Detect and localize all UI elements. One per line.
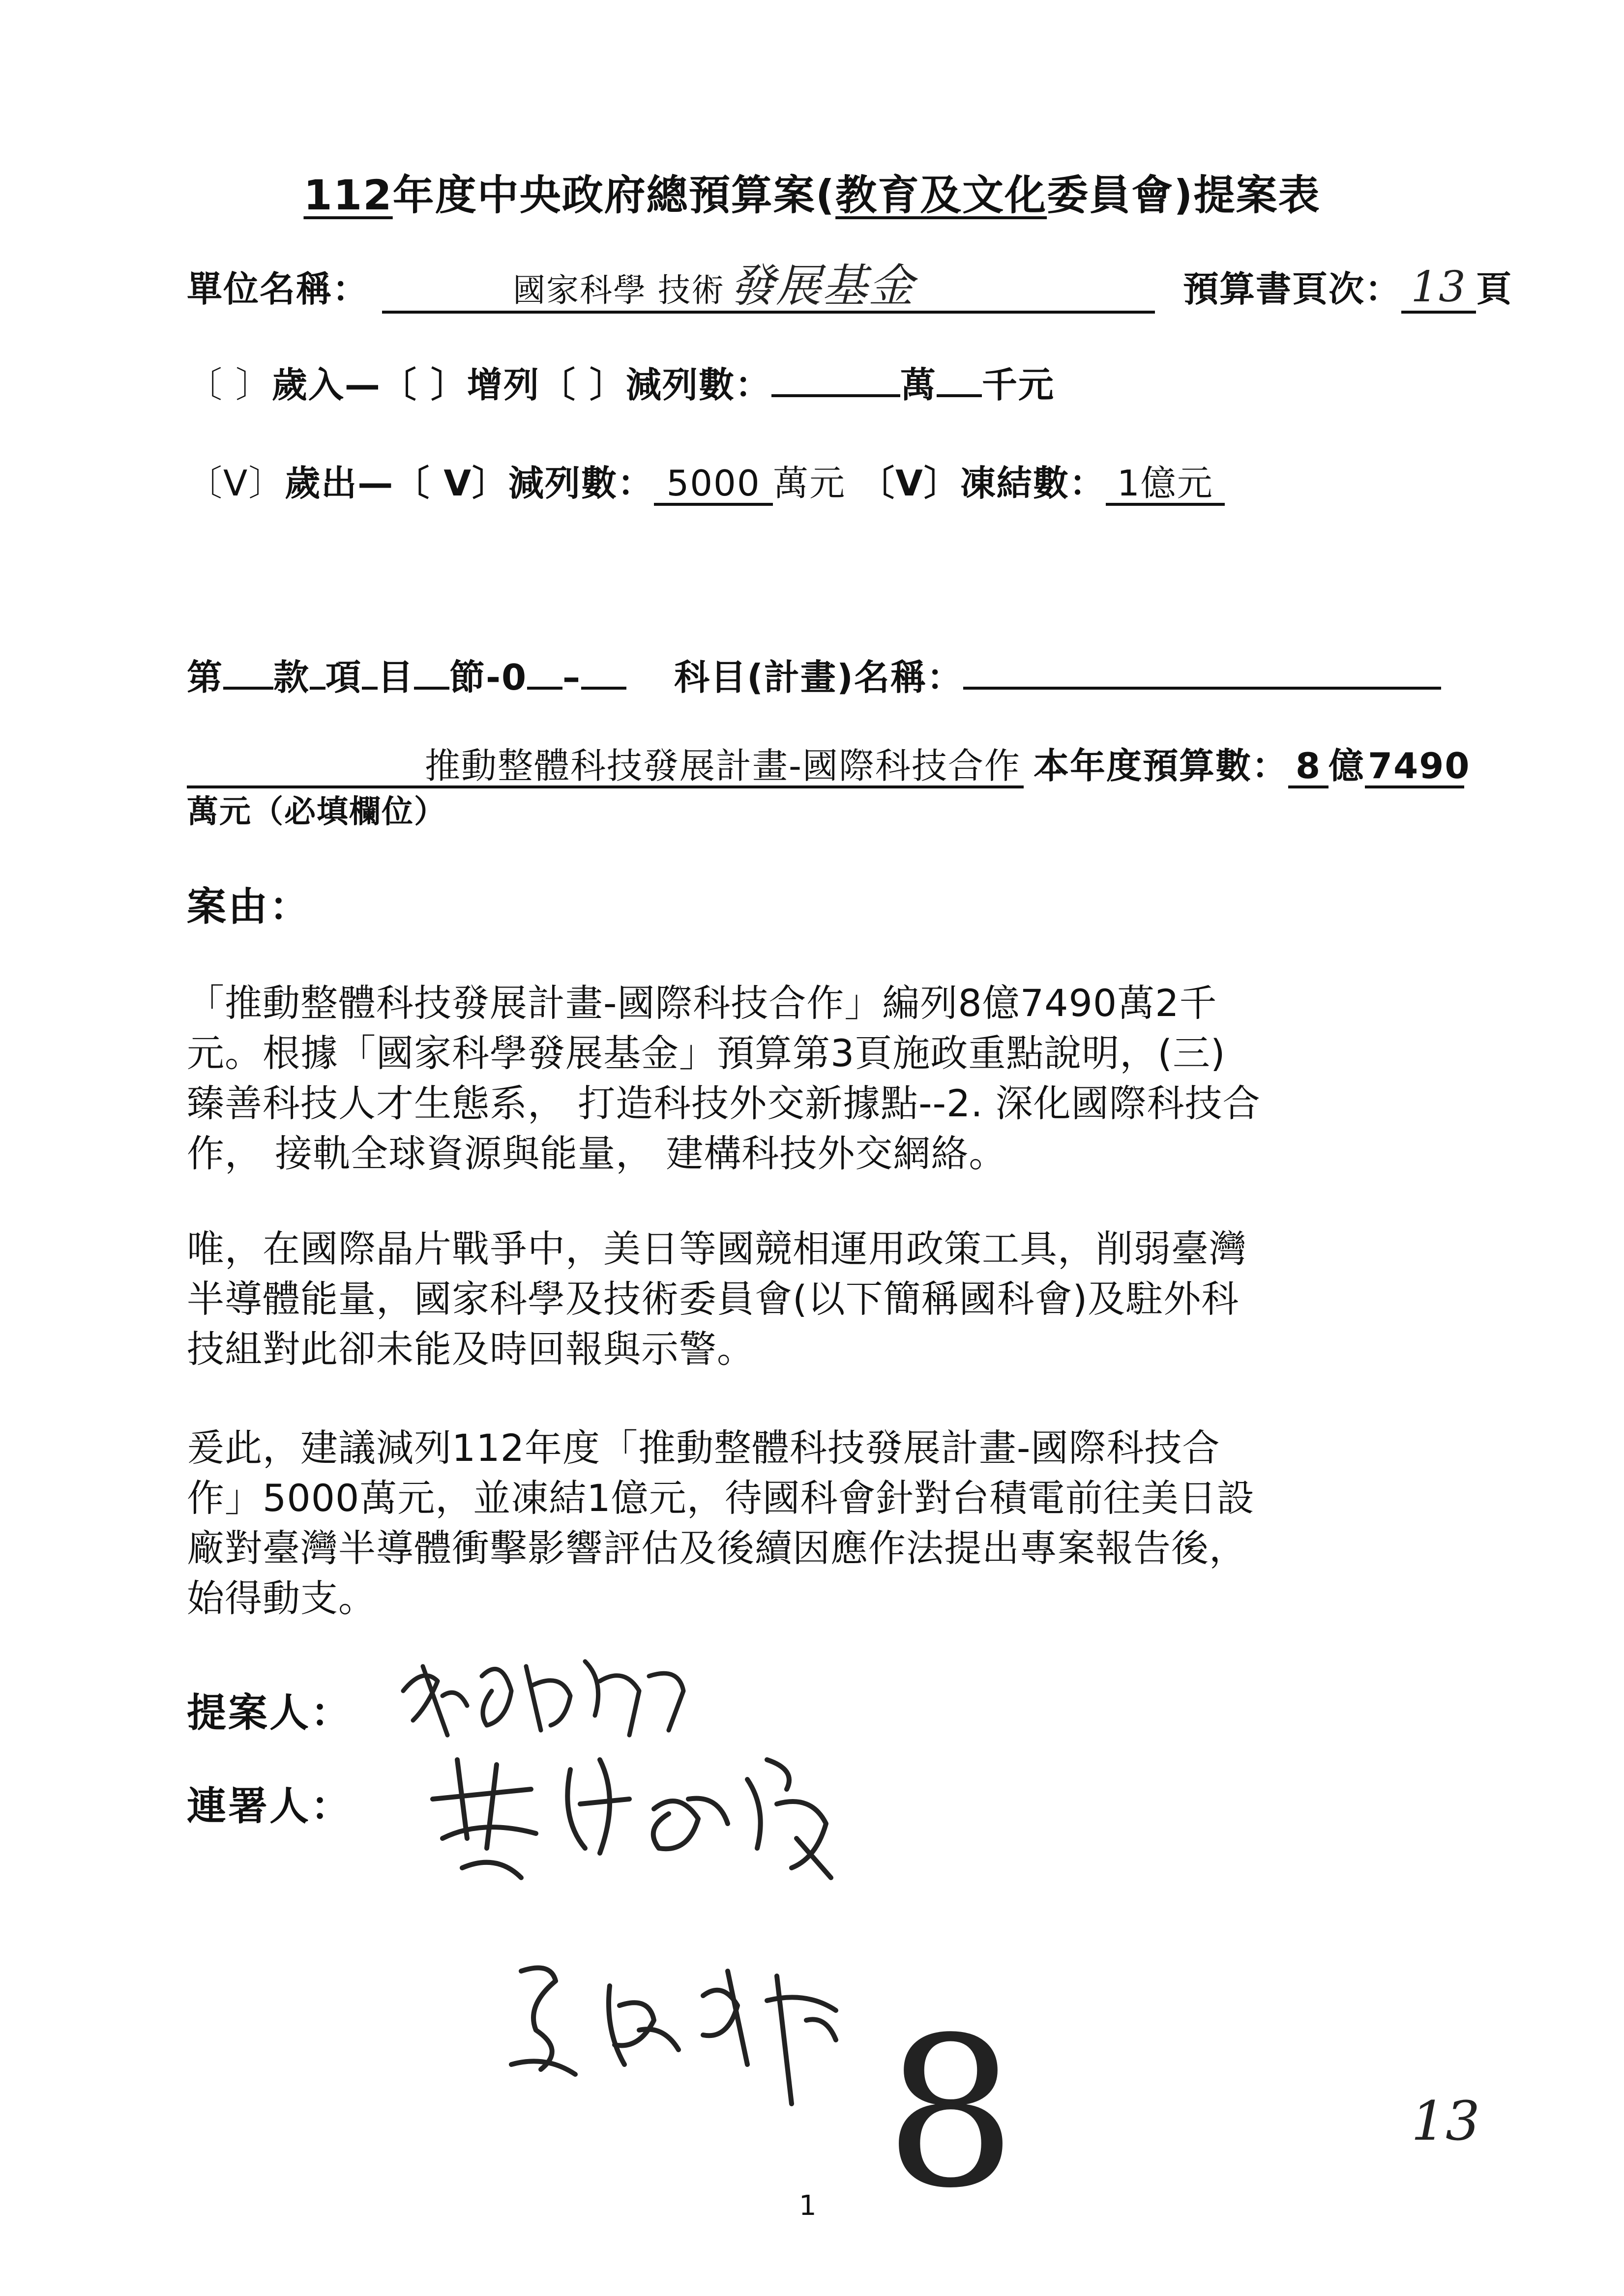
paragraph-3-line: 廠對臺灣半導體衝擊影響評估及後續因應作法提出專案報告後，: [187, 1526, 1247, 1570]
subject-label: 科目(計畫)名稱：: [674, 657, 963, 698]
revenue-wan-field: [771, 394, 900, 397]
page-suffix: 頁: [1476, 268, 1513, 310]
budget-wan-line: 萬元（必填欄位）: [187, 794, 446, 830]
section-t1: 第: [187, 657, 224, 698]
paragraph-3-line: 作」5000萬元，並凍結1億元，待國科會針對台積電前往美日設: [187, 1476, 1255, 1520]
freeze-value: 1億元: [1106, 464, 1225, 506]
paragraph-1-line: 作， 接軌全球資源與能量， 建構科技外交網絡。: [187, 1132, 1007, 1175]
revenue-label: 歲入—〔 〕增列〔 〕減列數：: [271, 364, 772, 406]
budget-label: 本年度預算數：: [1033, 745, 1289, 786]
paragraph-1: [187, 978, 1426, 1179]
budget-yi-unit: 億: [1329, 745, 1365, 786]
paragraph-3-line: 爰此，建議減列112年度「推動整體科技發展計畫-國際科技合: [187, 1426, 1220, 1470]
section-t5: 節-0: [449, 657, 528, 698]
revenue-qian-field: [937, 394, 982, 397]
plan-name: 推動整體科技發展計畫-國際科技合作: [187, 747, 1024, 788]
proposer-signature: [393, 1637, 698, 1750]
paragraph-2-line: 半導體能量，國家科學及技術委員會(以下簡稱國科會)及駐外科: [187, 1277, 1240, 1321]
page-number: 1: [799, 2190, 817, 2222]
proposer-label: 提案人：: [187, 1690, 352, 1736]
budget-yi-value: 8: [1288, 747, 1329, 788]
corner-page-mark: 13: [1411, 2090, 1480, 2152]
subject-field: [963, 687, 1441, 690]
title-text-2: 委員會)提案表: [1047, 171, 1321, 219]
section-mu-field: [362, 687, 378, 690]
revenue-qian-suffix: 千元: [982, 364, 1055, 406]
unit-label: 單位名稱：: [187, 268, 369, 310]
title-year: 112: [303, 171, 393, 219]
paragraph-2-line: 唯，在國際晶片戰爭中，美日等國競相運用政策工具，削弱臺灣: [187, 1227, 1247, 1271]
revenue-wan-suffix: 萬: [900, 364, 937, 406]
unit-row: [187, 261, 1512, 314]
freeze-label: 〔V〕凍結數：: [859, 463, 1106, 504]
cosigner-label: 連署人：: [187, 1783, 352, 1829]
title-text-1: 年度中央政府總預算案(: [392, 171, 836, 219]
budget-wan-value: 7490: [1365, 747, 1464, 788]
paragraph-3: [187, 1423, 1426, 1624]
paragraph-2-line: 技組對此卻未能及時回報與示警。: [187, 1327, 755, 1371]
unit-handwritten: 發展基金: [730, 260, 915, 312]
title-committee: 教育及文化: [835, 171, 1047, 219]
handwritten-number-mark: 8: [885, 1993, 1017, 2234]
section-t6: –: [562, 657, 582, 698]
page-label: 預算書頁次：: [1183, 268, 1402, 310]
expense-label: 歲出—〔 V〕減列數：: [285, 463, 654, 504]
cosigner-signature-1: [423, 1740, 856, 1897]
form-title: [0, 162, 1624, 222]
paragraph-1-line: 「推動整體科技發展計畫-國際科技合作」編列8億7490萬2千: [187, 981, 1217, 1025]
unit-field: [382, 261, 1155, 314]
section-t4: 目: [378, 657, 414, 698]
plan-row: [187, 737, 1471, 788]
expense-cut-suffix: 萬元: [773, 463, 846, 504]
revenue-row: [187, 356, 1055, 407]
paragraph-2: [187, 1224, 1426, 1374]
page-value: 13: [1401, 264, 1476, 314]
section-row: [187, 649, 1441, 700]
expense-checkbox: 〔V〕: [187, 463, 285, 504]
section-sub-field: [527, 687, 562, 690]
section-t2: 款: [273, 657, 310, 698]
reason-label: 案由：: [187, 884, 311, 930]
paragraph-1-line: 元。根據「國家科學發展基金」預算第3頁施政重點說明，(三): [187, 1031, 1226, 1075]
expense-cut-value: 5000: [654, 464, 773, 506]
paragraph-3-line: 始得動支。: [187, 1576, 376, 1620]
revenue-checkbox: 〔 〕: [187, 364, 272, 406]
cosigner-signature-2: [492, 1942, 865, 2119]
paragraph-1-line: 臻善科技人才生態系， 打造科技外交新據點--2. 深化國際科技合: [187, 1081, 1261, 1125]
section-t3: 項: [325, 657, 362, 698]
unit-printed: 國家科學 技術: [513, 271, 725, 309]
section-sub2-field: [581, 687, 626, 690]
section-xiang-field: [310, 687, 325, 690]
expense-row: [187, 455, 1225, 506]
section-kuan-field: [223, 687, 273, 690]
section-jie-field: [414, 687, 449, 690]
